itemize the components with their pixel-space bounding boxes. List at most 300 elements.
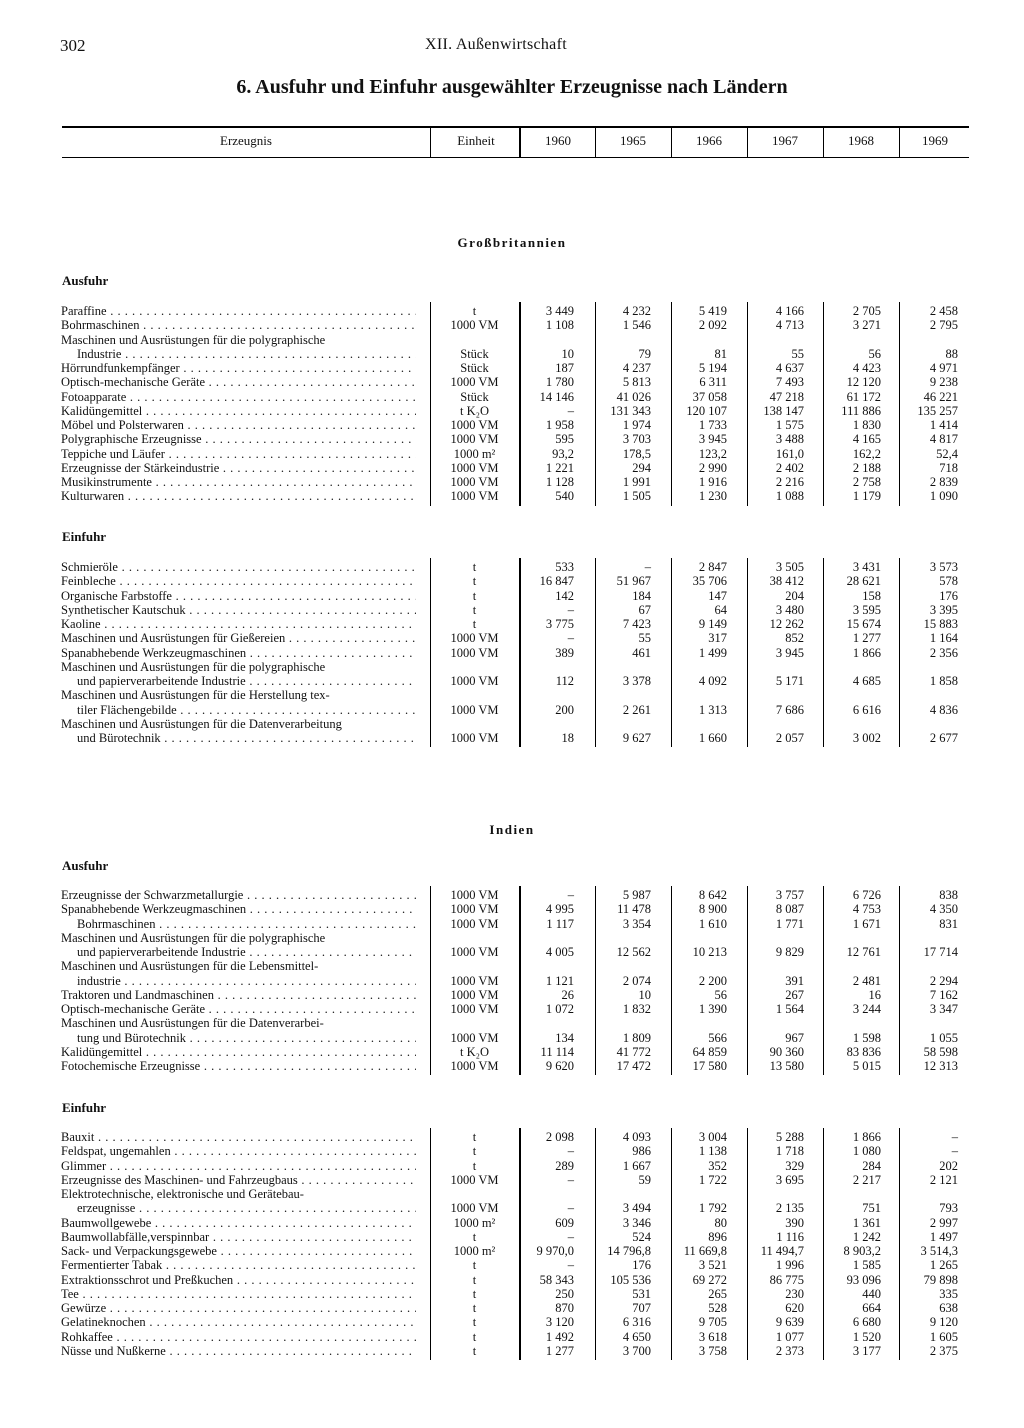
row-value: 51 967 — [616, 574, 651, 589]
row-label: Teppiche und Läufer . . . — [61, 447, 416, 461]
row-value: 1 164 — [929, 631, 958, 646]
row-unit: t — [472, 1301, 477, 1315]
row-label: Musikinstrumente . . . — [61, 475, 416, 489]
header-top-rule — [62, 126, 969, 128]
row-value: 14 146 — [539, 389, 574, 404]
row-label: Maschinen und Ausrüstungen für die polygraphische — [61, 930, 326, 945]
row-unit: 1000 VM — [450, 645, 499, 660]
table-row — [0, 1344, 1024, 1358]
row-value: 4 685 — [852, 674, 881, 688]
row-value: 1 575 — [775, 418, 804, 432]
row-unit: 1000 VM — [450, 702, 499, 717]
row-value: 3 480 — [775, 602, 804, 617]
table-row — [0, 1244, 1024, 1258]
row-value: 1 090 — [929, 489, 958, 504]
page-number: 302 — [60, 36, 86, 55]
row-value: 1 667 — [622, 1158, 651, 1173]
row-value: 2 990 — [698, 460, 727, 475]
row-unit: 1000 VM — [450, 902, 499, 917]
table-row — [0, 660, 1024, 674]
row-unit: 1000 VM — [450, 945, 499, 959]
row-value: 64 859 — [692, 1044, 727, 1059]
row-value: 638 — [939, 1301, 958, 1315]
table-row — [0, 333, 1024, 347]
row-value: 52,4 — [936, 446, 958, 461]
row-label: Maschinen und Ausrüstungen für die Herstellung tex- — [61, 688, 330, 703]
row-label: Erzeugnisse des Maschinen- und Fahrzeugbaus . . . — [61, 1173, 416, 1187]
row-value: 2 074 — [622, 973, 651, 988]
row-value: 3 271 — [852, 318, 881, 333]
row-label: Hörrundfunkempfänger . . . — [61, 361, 416, 375]
row-value: 3 775 — [545, 617, 574, 631]
row-value: 11 494,7 — [760, 1244, 804, 1258]
header-separator — [595, 128, 596, 157]
row-value: 1 277 — [852, 631, 881, 646]
table-row — [0, 1201, 1024, 1215]
row-unit: 1000 VM — [450, 973, 499, 988]
table-row — [0, 489, 1024, 503]
row-value: 5 194 — [698, 361, 727, 375]
header-bottom-rule — [62, 157, 969, 158]
row-label: Schmieröle . . . — [61, 560, 416, 574]
row-value: 17 472 — [616, 1059, 651, 1073]
row-value: 751 — [862, 1201, 881, 1216]
row-value: 852 — [785, 631, 804, 646]
row-label: Kulturwaren . . . — [61, 489, 416, 503]
row-label: Organische Farbstoffe . . . — [61, 589, 416, 603]
row-value: 831 — [939, 916, 958, 931]
row-value: 4 093 — [622, 1130, 651, 1144]
table-row — [0, 703, 1024, 717]
row-value: – — [567, 602, 574, 617]
row-value: 4 995 — [545, 902, 574, 917]
row-value: 1 505 — [622, 489, 651, 504]
row-label: tiler Flächengebilde . . . — [77, 703, 416, 717]
row-value: 12 120 — [846, 375, 881, 390]
row-value: – — [567, 1172, 574, 1187]
row-value: 17 580 — [692, 1059, 727, 1073]
row-label: Synthetischer Kautschuk . . . — [61, 603, 416, 617]
row-unit: 1000 VM — [450, 1030, 499, 1045]
row-value: 5 171 — [775, 674, 804, 688]
row-label: Fotoapparate . . . — [61, 390, 416, 404]
row-value: 4 971 — [929, 361, 958, 375]
row-unit: t — [472, 588, 477, 603]
row-unit: t — [472, 617, 477, 631]
row-label: Extraktionsschrot und Preßkuchen . . . — [61, 1273, 416, 1287]
row-label: Baumwollabfälle,verspinnbar . . . — [61, 1230, 416, 1244]
row-unit: t — [472, 1329, 477, 1344]
row-value: – — [567, 631, 574, 646]
row-unit: 1000 VM — [450, 1201, 499, 1216]
row-label: und papierverarbeitende Industrie . . . — [77, 674, 416, 688]
row-value: 59 — [638, 1172, 651, 1187]
table-row — [0, 390, 1024, 404]
row-label: Bohrmaschinen . . . — [61, 318, 416, 332]
row-value: 3 505 — [775, 560, 804, 574]
row-value: 3 700 — [622, 1343, 651, 1358]
row-unit: 1000 VM — [450, 318, 499, 333]
row-value: 2 375 — [929, 1343, 958, 1358]
row-label: Rohkaffee . . . — [61, 1330, 416, 1344]
row-value: 9 970,0 — [536, 1244, 574, 1258]
row-value: 578 — [939, 574, 958, 589]
row-unit: t K₂O — [459, 403, 489, 418]
row-value: 2 216 — [775, 475, 804, 489]
table-row — [0, 375, 1024, 389]
row-value: 138 147 — [763, 403, 804, 418]
row-value: 162,2 — [852, 446, 881, 461]
row-value: 1 072 — [545, 1002, 574, 1016]
row-label: Möbel und Polsterwaren . . . — [61, 418, 416, 432]
row-value: 1 088 — [775, 489, 804, 504]
row-value: 38 412 — [769, 574, 804, 589]
row-value: 329 — [785, 1158, 804, 1173]
row-value: 2 795 — [929, 318, 958, 333]
row-value: 4 166 — [775, 304, 804, 318]
row-value: 5 015 — [852, 1059, 881, 1073]
row-value: 3 703 — [622, 432, 651, 447]
row-value: 3 346 — [622, 1215, 651, 1230]
row-label: tung und Bürotechnik . . . — [77, 1031, 416, 1045]
table-row — [0, 1144, 1024, 1158]
column-header-year: 1968 — [848, 133, 874, 148]
row-label: Erzeugnisse der Schwarzmetallurgie . . . — [61, 888, 416, 902]
row-value: 3 595 — [852, 602, 881, 617]
row-value: 461 — [632, 645, 651, 660]
row-value: 12 562 — [616, 945, 651, 959]
row-unit: 1000 VM — [450, 631, 499, 646]
table-title: 6. Ausfuhr und Einfuhr ausgewählter Erzeugnisse nach Ländern — [236, 76, 788, 98]
row-value: 3 573 — [929, 560, 958, 574]
row-value: 14 796,8 — [607, 1244, 651, 1258]
row-unit: t — [472, 1258, 477, 1273]
table-row — [0, 674, 1024, 688]
row-value: 5 288 — [775, 1130, 804, 1144]
row-value: 16 847 — [539, 574, 574, 589]
row-value: 161,0 — [775, 446, 804, 461]
row-value: 131 343 — [610, 403, 651, 418]
row-value: 595 — [555, 432, 574, 447]
row-value: 1 313 — [698, 702, 727, 717]
table-row — [0, 574, 1024, 588]
row-value: 12 313 — [923, 1059, 958, 1073]
row-value: 1 077 — [775, 1329, 804, 1344]
header-separator — [430, 128, 431, 157]
row-value: 2 200 — [698, 973, 727, 988]
row-value: 3 002 — [852, 731, 881, 745]
row-unit: 1000 VM — [450, 1002, 499, 1016]
row-value: 3 758 — [698, 1343, 727, 1358]
table-row — [0, 617, 1024, 631]
row-value: 1 497 — [929, 1229, 958, 1244]
row-value: 9 149 — [698, 617, 727, 631]
row-value: 3 757 — [775, 888, 804, 902]
row-value: 1 722 — [698, 1172, 727, 1187]
row-value: 524 — [632, 1229, 651, 1244]
row-label: Industrie . . . — [77, 347, 416, 361]
row-value: 64 — [714, 602, 727, 617]
row-value: 4 423 — [852, 361, 881, 375]
table-row — [0, 1187, 1024, 1201]
row-value: 4 232 — [622, 304, 651, 318]
row-value: – — [951, 1130, 958, 1144]
row-value: 15 883 — [923, 617, 958, 631]
row-value: 46 221 — [923, 389, 958, 404]
row-label: Baumwollgewebe . . . — [61, 1216, 416, 1230]
row-value: 870 — [555, 1301, 574, 1315]
row-value: 1 660 — [698, 731, 727, 745]
row-value: 7 686 — [775, 702, 804, 717]
row-value: 4 637 — [775, 361, 804, 375]
row-value: 86 775 — [769, 1272, 804, 1287]
section-heading: Einfuhr — [62, 529, 107, 544]
table-row — [0, 447, 1024, 461]
table-row — [0, 1159, 1024, 1173]
row-value: 8 903,2 — [843, 1244, 881, 1258]
row-value: 6 616 — [852, 702, 881, 717]
row-unit: 1000 VM — [450, 489, 499, 504]
row-value: 1 832 — [622, 1002, 651, 1016]
row-value: 10 213 — [692, 945, 727, 959]
country-heading: Indien — [489, 822, 535, 837]
row-value: 2 458 — [929, 304, 958, 318]
row-value: 4 005 — [545, 945, 574, 959]
header-separator — [747, 128, 748, 157]
table-row — [0, 902, 1024, 916]
row-value: 1 361 — [852, 1215, 881, 1230]
row-value: 178,5 — [622, 446, 651, 461]
table-row — [0, 418, 1024, 432]
row-value: 2 098 — [545, 1130, 574, 1144]
row-value: 1 564 — [775, 1002, 804, 1016]
row-label: Nüsse und Nußkerne . . . — [61, 1344, 416, 1358]
row-label: Maschinen und Ausrüstungen für die Lebensmittel- — [61, 959, 319, 974]
row-label: Paraffine . . . — [61, 304, 416, 318]
table-row — [0, 589, 1024, 603]
row-value: 317 — [708, 631, 727, 646]
table-row — [0, 917, 1024, 931]
row-label: Maschinen und Ausrüstungen für Gießereien . . . — [61, 631, 416, 645]
row-value: 1 128 — [545, 475, 574, 489]
row-value: 35 706 — [692, 574, 727, 589]
row-value: 55 — [638, 631, 651, 646]
row-label: Spanabhebende Werkzeugmaschinen . . . — [61, 902, 416, 916]
table-row — [0, 560, 1024, 574]
row-label: Maschinen und Ausrüstungen für die polygraphische — [61, 659, 326, 674]
row-value: 47 218 — [769, 389, 804, 404]
row-value: 4 237 — [622, 361, 651, 375]
table-row — [0, 717, 1024, 731]
table-row — [0, 361, 1024, 375]
row-value: 2 121 — [929, 1172, 958, 1187]
row-value: 391 — [785, 973, 804, 988]
row-value: 540 — [555, 489, 574, 504]
row-label: Bohrmaschinen . . . — [77, 917, 416, 931]
row-value: 2 997 — [929, 1215, 958, 1230]
row-value: 352 — [708, 1158, 727, 1173]
running-head: XII. Außenwirtschaft — [425, 36, 567, 53]
row-label: Fotochemische Erzeugnisse . . . — [61, 1059, 416, 1073]
row-value: 135 257 — [917, 403, 958, 418]
row-value: 3 945 — [775, 645, 804, 660]
column-header-unit: Einheit — [457, 133, 495, 148]
row-value: 1 991 — [622, 475, 651, 489]
row-value: 3 120 — [545, 1315, 574, 1330]
row-label: und papierverarbeitende Industrie . . . — [77, 945, 416, 959]
row-value: 284 — [862, 1158, 881, 1173]
row-unit: 1000 VM — [450, 418, 499, 432]
row-value: 2 758 — [852, 475, 881, 489]
row-value: 9 829 — [775, 945, 804, 959]
header-separator — [519, 128, 521, 157]
row-label: Tee . . . — [61, 1287, 416, 1301]
row-value: 26 — [561, 987, 574, 1002]
row-label: Optisch-mechanische Geräte . . . — [61, 1002, 416, 1016]
row-value: 56 — [714, 987, 727, 1002]
row-value: 79 898 — [923, 1272, 958, 1287]
row-value: 5 419 — [698, 304, 727, 318]
row-value: 61 172 — [846, 389, 881, 404]
row-unit: 1000 VM — [450, 1059, 499, 1073]
row-value: 11 669,8 — [683, 1244, 727, 1258]
header-separator — [671, 128, 672, 157]
row-value: 10 — [561, 346, 574, 361]
row-value: 134 — [555, 1030, 574, 1045]
row-value: 267 — [785, 987, 804, 1002]
row-value: – — [567, 1144, 574, 1159]
row-value: 120 107 — [686, 403, 727, 418]
row-value: 230 — [785, 1286, 804, 1301]
row-value: 8 900 — [698, 902, 727, 917]
row-value: 2 217 — [852, 1172, 881, 1187]
table-row — [0, 1273, 1024, 1287]
row-value: 17 714 — [923, 945, 958, 959]
row-value: 265 — [708, 1286, 727, 1301]
row-value: 12 262 — [769, 617, 804, 631]
row-value: 3 521 — [698, 1258, 727, 1273]
row-value: 176 — [632, 1258, 651, 1273]
row-unit: 1000 VM — [450, 460, 499, 475]
row-unit: t — [472, 1144, 477, 1159]
row-value: – — [567, 888, 574, 902]
row-value: 1 242 — [852, 1229, 881, 1244]
column-header-year: 1967 — [772, 133, 798, 148]
table-row — [0, 1301, 1024, 1315]
row-value: 1 492 — [545, 1329, 574, 1344]
row-value: 80 — [714, 1215, 727, 1230]
table-row — [0, 631, 1024, 645]
row-value: 1 830 — [852, 418, 881, 432]
row-unit: t — [472, 560, 477, 574]
row-value: 8 087 — [775, 902, 804, 917]
column-header-year: 1960 — [545, 133, 571, 148]
row-unit: 1000 m² — [453, 446, 496, 461]
row-value: 2 705 — [852, 304, 881, 318]
row-unit: 1000 m² — [453, 1215, 496, 1230]
row-unit: t — [472, 602, 477, 617]
table-row — [0, 1016, 1024, 1030]
row-value: 2 373 — [775, 1343, 804, 1358]
row-value: 4 713 — [775, 318, 804, 333]
row-value: 2 294 — [929, 973, 958, 988]
row-value: 3 347 — [929, 1002, 958, 1016]
row-value: 1 055 — [929, 1030, 958, 1045]
row-value: 6 680 — [852, 1315, 881, 1330]
row-value: 3 449 — [545, 304, 574, 318]
row-value: 9 705 — [698, 1315, 727, 1330]
row-value: 2 356 — [929, 645, 958, 660]
row-value: 1 390 — [698, 1002, 727, 1016]
row-value: 3 004 — [698, 1130, 727, 1144]
row-unit: t — [472, 1229, 477, 1244]
row-value: 3 488 — [775, 432, 804, 447]
row-value: 58 343 — [539, 1272, 574, 1287]
table-row — [0, 318, 1024, 332]
table-row — [0, 1315, 1024, 1329]
row-value: 37 058 — [692, 389, 727, 404]
row-unit: t — [472, 1343, 477, 1358]
row-value: 2 847 — [698, 560, 727, 574]
row-value: 1 671 — [852, 916, 881, 931]
row-value: 90 360 — [769, 1044, 804, 1059]
table-row — [0, 603, 1024, 617]
section-heading: Einfuhr — [62, 1100, 107, 1115]
row-value: 1 080 — [852, 1144, 881, 1159]
row-value: 11 478 — [617, 902, 651, 917]
table-row — [0, 1002, 1024, 1016]
row-unit: t — [472, 1315, 477, 1330]
row-value: 3 514,3 — [920, 1244, 958, 1258]
row-value: 3 244 — [852, 1002, 881, 1016]
row-unit: 1000 VM — [450, 432, 499, 447]
row-value: 1 230 — [698, 489, 727, 504]
row-value: 1 771 — [775, 916, 804, 931]
row-label: Fermentierter Tabak . . . — [61, 1258, 416, 1272]
row-value: 8 642 — [698, 888, 727, 902]
row-value: 4 165 — [852, 432, 881, 447]
row-value: 56 — [868, 346, 881, 361]
row-value: 1 974 — [622, 418, 651, 432]
row-label: und Bürotechnik . . . — [77, 731, 416, 745]
row-value: 5 987 — [622, 888, 651, 902]
row-label: Gelatineknochen . . . — [61, 1315, 416, 1329]
row-unit: 1000 VM — [450, 916, 499, 931]
table-row — [0, 974, 1024, 988]
row-unit: t — [472, 574, 477, 589]
section-heading: Ausfuhr — [62, 858, 109, 873]
row-value: 2 057 — [775, 731, 804, 745]
row-value: 1 117 — [546, 916, 574, 931]
row-value: 250 — [555, 1286, 574, 1301]
row-unit: Stück — [460, 389, 489, 404]
row-label: Kaoline . . . — [61, 617, 416, 631]
table-row — [0, 1216, 1024, 1230]
row-label: Kalidüngemittel . . . — [61, 1045, 416, 1059]
row-label: Elektrotechnische, elektronische und Gerätebau- — [61, 1187, 304, 1201]
row-value: 5 813 — [622, 375, 651, 390]
row-value: 93,2 — [552, 446, 574, 461]
row-value: 3 945 — [698, 432, 727, 447]
row-value: 2 839 — [929, 475, 958, 489]
row-value: 1 792 — [698, 1201, 727, 1216]
table-row — [0, 1031, 1024, 1045]
row-label: Sack- und Verpackungsgewebe . . . — [61, 1244, 416, 1258]
row-value: 1 733 — [698, 418, 727, 432]
row-value: 2 188 — [852, 460, 881, 475]
row-value: 3 354 — [622, 916, 651, 931]
row-value: 793 — [939, 1201, 958, 1216]
